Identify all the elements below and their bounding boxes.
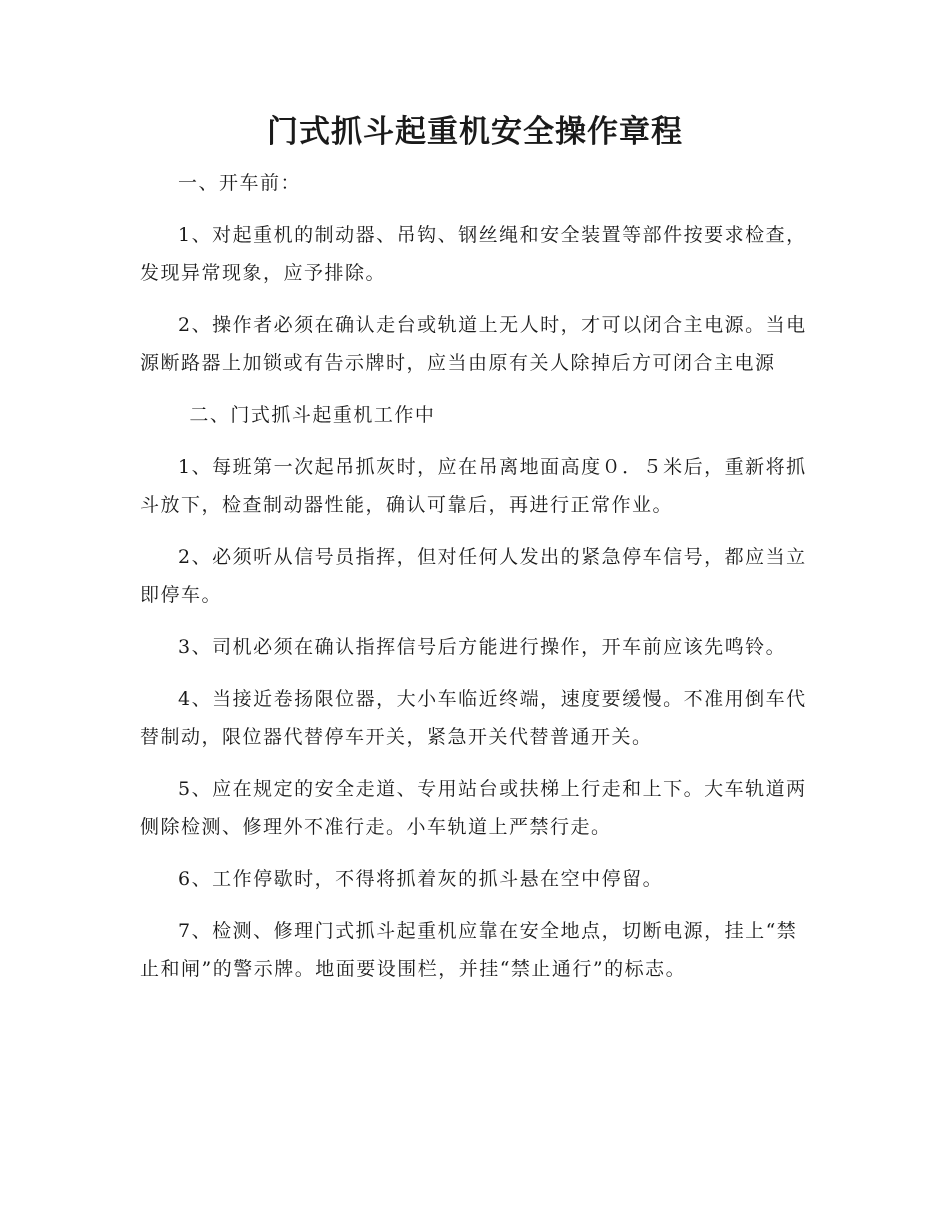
paragraph: 2、必须听从信号员指挥，但对任何人发出的紧急停车信号，都应当立即停车。 <box>140 546 807 606</box>
paragraph: 5、应在规定的安全走道、专用站台或扶梯上行走和上下。大车轨道两侧除检测、修理外不准行走。小车轨道上严禁行走。 <box>140 778 807 838</box>
paragraph: 3、司机必须在确认指挥信号后方能进行操作，开车前应该先鸣铃。 <box>178 636 787 658</box>
paragraph: 2、操作者必须在确认走台或轨道上无人时，才可以闭合主电源。当电源断路器上加锁或有告示牌时，应当由原有关人除掉后方可闭合主电源 <box>140 314 807 374</box>
paragraph: 7、检测、修理门式抓斗起重机应靠在安全地点，切断电源，挂上“禁止和闸”的警示牌。地面要设围栏，并挂“禁止通行”的标志。 <box>140 920 798 980</box>
paragraph: 1、每班第一次起吊抓灰时，应在吊离地面高度０．５米后，重新将抓斗放下，检查制动器性能，确认可靠后，再进行正常作业。 <box>140 456 807 516</box>
paragraph: 1、对起重机的制动器、吊钩、钢丝绳和安全装置等部件按要求检查，发现异常现象，应予排除。 <box>140 224 807 284</box>
section-heading-before-start: 一、开车前： <box>178 172 302 194</box>
document-title: 门式抓斗起重机安全操作章程 <box>267 114 683 150</box>
paragraph: 6、工作停歇时，不得将抓着灰的抓斗悬在空中停留。 <box>178 868 664 890</box>
paragraph: 4、当接近卷扬限位器，大小车临近终端，速度要缓慢。不准用倒车代替制动，限位器代替停车开关，紧急开关代替普通开关。 <box>140 688 807 748</box>
section-heading-during-work: 二、门式抓斗起重机工作中 <box>189 404 436 426</box>
document-body <box>140 164 810 1002</box>
